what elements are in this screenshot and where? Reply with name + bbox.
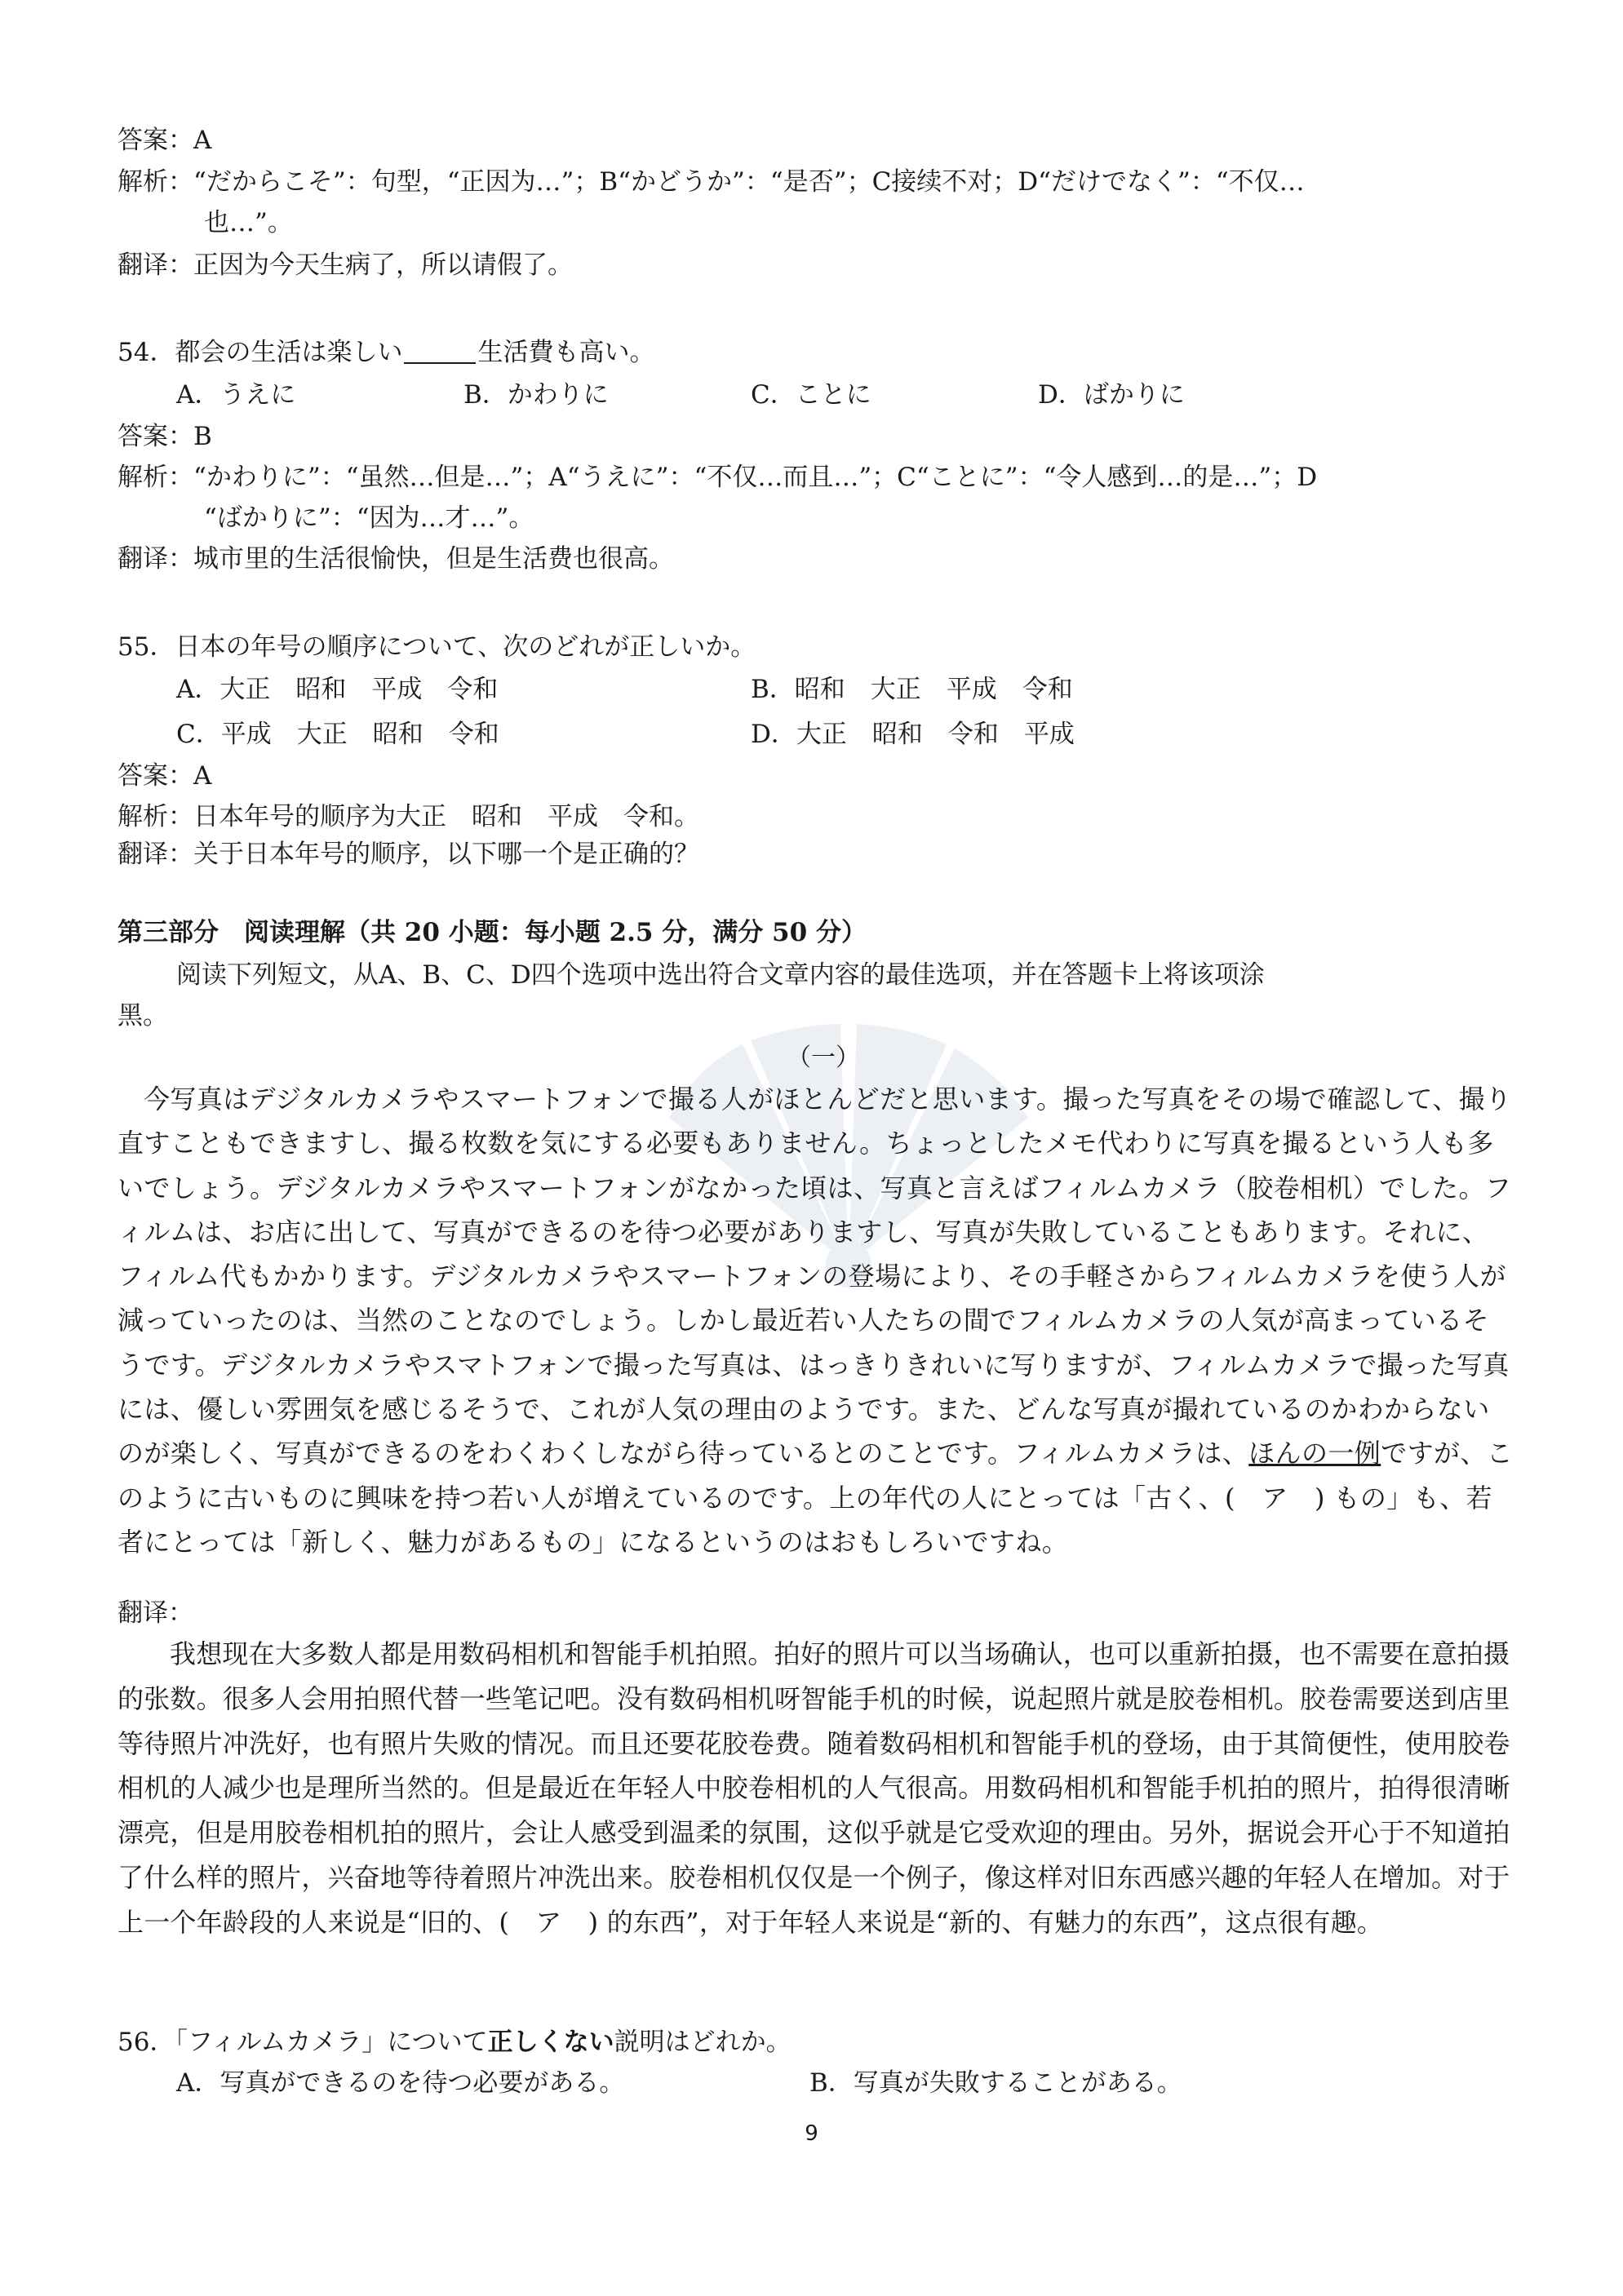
section3-title: 第三部分 阅读理解（共 20 小题：每小题 2.5 分，满分 50 分） (118, 918, 867, 947)
q55-option-d: D．大正 昭和 令和 平成 (751, 720, 1075, 749)
q56-option-a: A．写真ができるのを待つ必要がある。 (176, 2068, 625, 2098)
q55-option-c: C．平成 大正 昭和 令和 (176, 720, 499, 749)
q54-stem-post: 生活費も高い。 (477, 338, 655, 367)
q53-translation: 翻译：正因为今天生病了，所以请假了。 (118, 250, 573, 280)
q56-stem (118, 2020, 792, 2064)
passage-jp-part2: ですが、このように古いものに興味を持つ若い人が増えているのです。上の年代の人にとっては「古く、( ア ) もの」も、若者にとっては「新しく、魅力があるもの」になるというのはおもしろいですね。 (118, 1438, 1514, 1558)
q54-option-b: B．かわりに (463, 380, 609, 410)
q56-stem-pre: 56．「フィルムカメラ」について (118, 2028, 488, 2057)
section3-instruction: 阅读下列短文，从A、B、C、D四个选项中选出符合文章内容的最佳选项，并在答题卡上将该项涂 (176, 960, 1265, 990)
q55-option-b: B．昭和 大正 平成 令和 (751, 675, 1073, 704)
q55-answer: 答案：A (118, 761, 212, 791)
passage-jp-underlined: ほんの一例 (1248, 1438, 1381, 1469)
q54-translation: 翻译：城市里的生活很愉快，但是生活费也很高。 (118, 544, 674, 574)
q54-option-a: A．うえに (176, 380, 296, 410)
q54-option-c: C．ことに (751, 380, 871, 410)
q54-stem (118, 330, 654, 375)
q56-stem-emphasis: 正しくない (487, 2028, 614, 2057)
q53-answer: 答案：A (118, 126, 212, 155)
q55-stem: 55．日本の年号の順序について、次のどれが正しいか。 (118, 632, 756, 662)
q55-option-a: A．大正 昭和 平成 令和 (176, 675, 499, 704)
q56-stem-post: 説明はどれか。 (614, 2028, 792, 2057)
q54-stem-pre: 54．都会の生活は楽しい (118, 338, 403, 367)
q54-analysis-cont: “ばかりに”：“因为…才…”。 (204, 503, 534, 533)
passage-jp-part1: 今写真はデジタルカメラやスマートフォンで撮る人がほとんどだと思います。撮った写真をその場で確認して、撮り直すこともできますし、撮る枚数を気にする必要もありません。ちょっとしたメモ代わりに写真を撮るという人も多いでしょう。デジタルカメラやスマートフォンがなかった頃は、写真と言えばフィルムカメラ（胶卷相机）でした。フィルムは、お店に出して、写真ができるのを待つ必要がありますし、写真が失敗していることもあります。それに、フィルム代もかかります。デジタルカメラやスマートフォンの登場により、その手軽さからフィルムカメラを使う人が減っていったのは、当然のことなのでしょう。しかし最近若い人たちの間でフィルムカメラの人気が高まっているそうです。デジタルカメラやスマトフォンで撮った写真は、はっきりきれいに写りますが、フィルムカメラで撮った写真には、優しい雰囲気を感じるそうで、これが人気の理由のようです。また、どんな写真が撮れているのかわからないのが楽しく、写真ができるのをわくわくしながら待っているとのことです。フィルムカメラは、 (118, 1084, 1512, 1469)
passage-label: （一） (787, 1044, 860, 1072)
q55-translation: 翻译：关于日本年号的顺序，以下哪一个是正确的？ (118, 840, 699, 869)
q54-option-d: D．ばかりに (1038, 380, 1185, 410)
q54-answer: 答案：B (118, 422, 212, 451)
q56-option-b: B．写真が失敗することがある。 (809, 2068, 1182, 2098)
q54-analysis: 解析：“かわりに”：“虽然…但是…”；A“うえに”：“不仅…而且…”；C“ことに”：“令人感到…的是…”；D (118, 463, 1318, 492)
q54-blank (404, 338, 476, 364)
passage-chinese-translation: 我想现在大多数人都是用数码相机和智能手机拍照。拍好的照片可以当场确认，也可以重新拍摄，也不需要在意拍摄的张数。很多人会用拍照代替一些笔记吧。没有数码相机呀智能手机的时候，说起照片就是胶卷相机。胶卷需要送到店里等待照片冲洗好，也有照片失败的情况。而且还要花胶卷费。随着数码相机和智能手机的登场，由于其简便性，使用胶卷相机的人减少也是理所当然的。但是最近在年轻人中胶卷相机的人气很高。用数码相机和智能手机拍的照片，拍得很清晰漂亮，但是用胶卷相机拍的照片，会让人感受到温柔的氛围，这似乎就是它受欢迎的理由。另外，据说会开心于不知道拍了什么样的照片，兴奋地等待着照片冲洗出来。胶卷相机仅仅是一个例子，像这样对旧东西感兴趣的年轻人在增加。对于上一个年龄段的人来说是“旧的、( ア ) 的东西”，对于年轻人来说是“新的、有魅力的东西”，这点很有趣。 (118, 1638, 1510, 1938)
q53-analysis-cont: 也…”。 (204, 208, 293, 237)
passage-japanese (118, 1077, 1514, 1564)
section3-instruction-cont: 黑。 (118, 1001, 168, 1031)
q55-analysis: 解析：日本年号的顺序为大正 昭和 平成 令和。 (118, 802, 699, 831)
translation-label: 翻译： (118, 1598, 193, 1628)
q53-analysis: 解析：“だからこそ”：句型，“正因为…”；B“かどうか”：“是否”；C接续不对；D“だけでなく”：“不仅… (118, 167, 1305, 197)
page-number: 9 (805, 2121, 818, 2146)
